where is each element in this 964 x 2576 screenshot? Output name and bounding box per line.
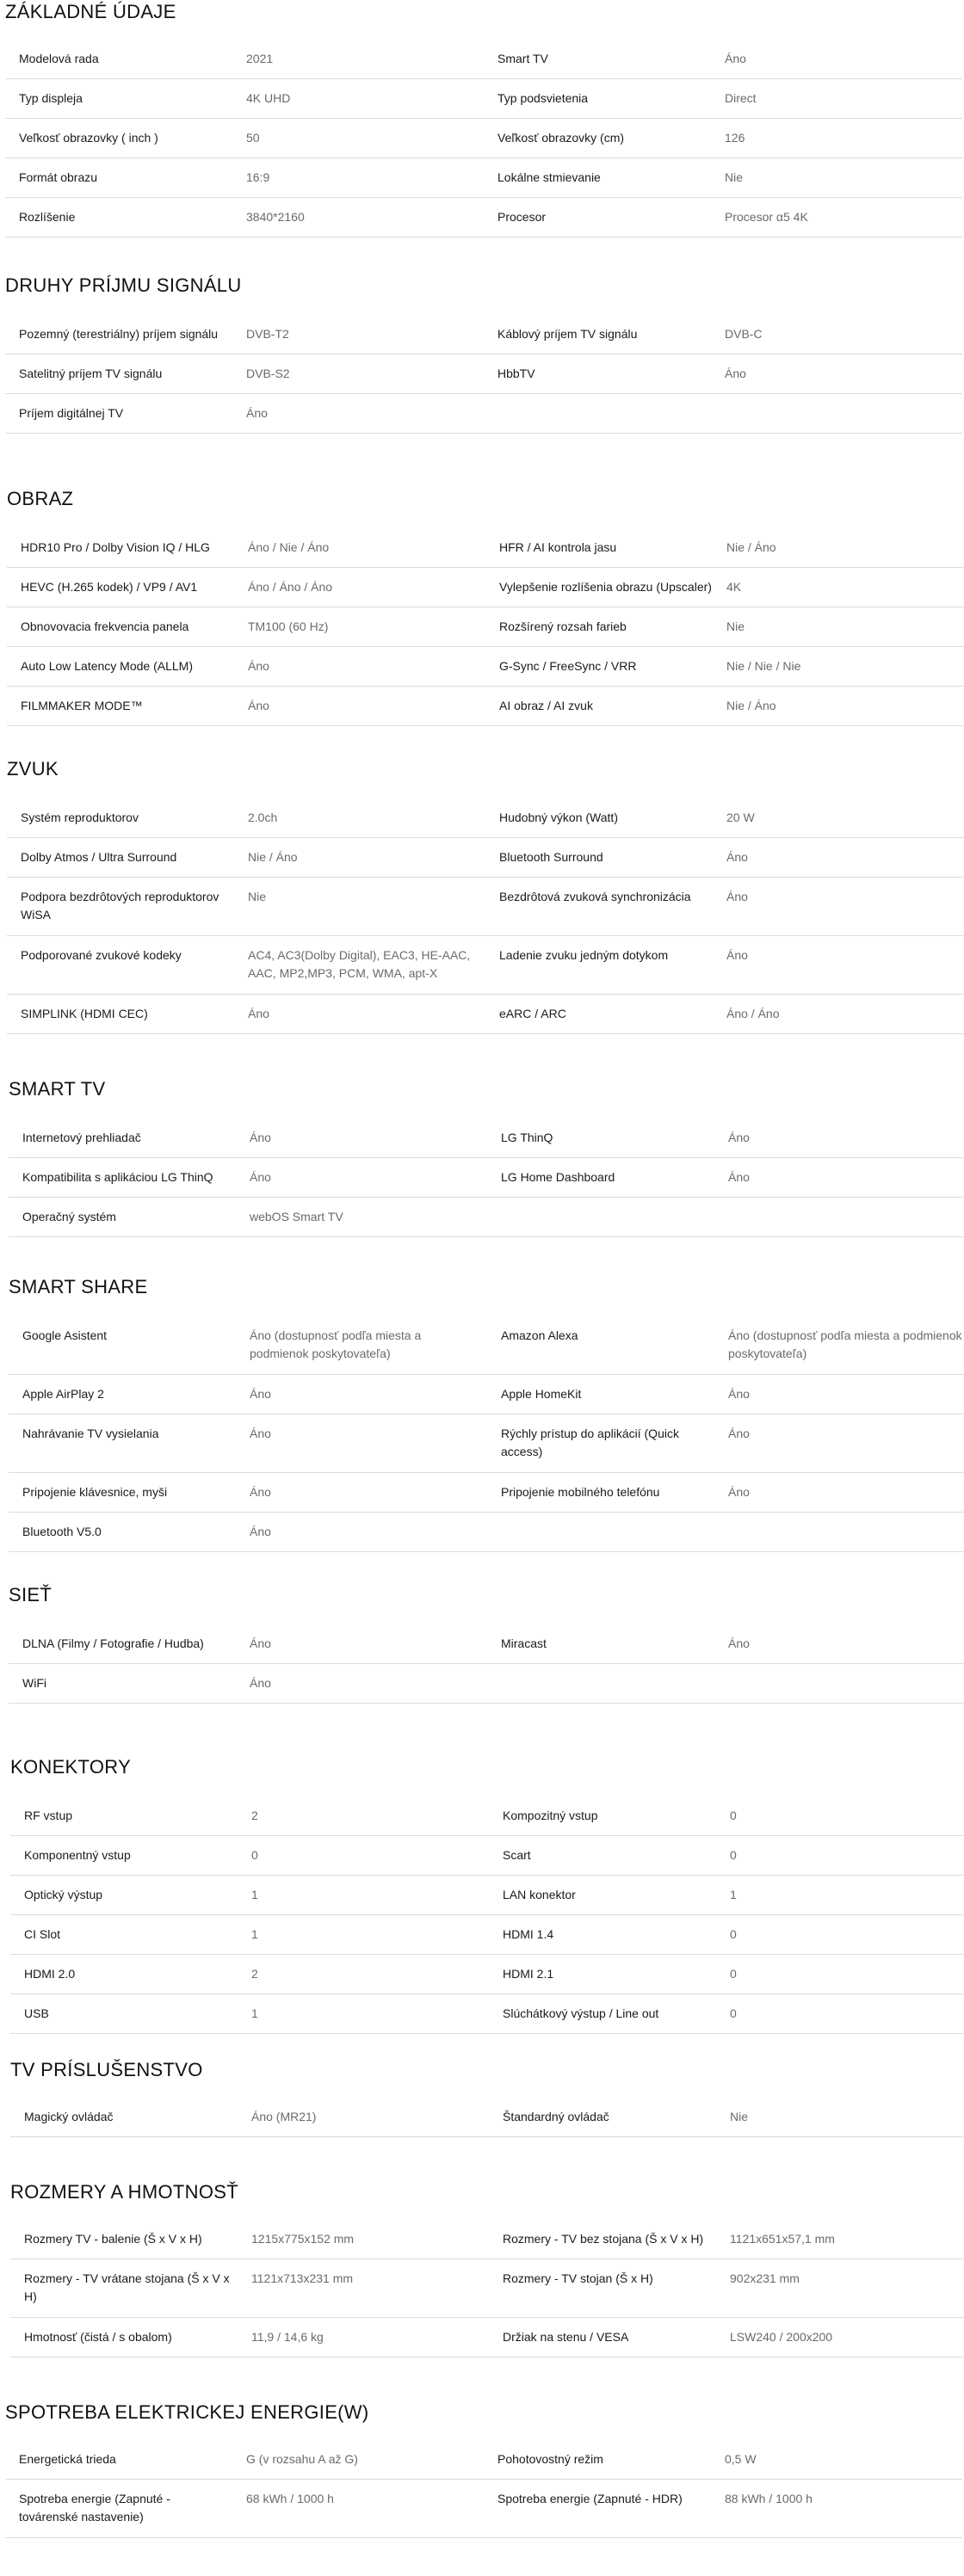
spec-row xyxy=(9,1473,964,1513)
spec-value: Nie xyxy=(248,890,267,903)
spec-label: Bluetooth Surround xyxy=(499,850,603,864)
spec-value: 50 xyxy=(246,131,260,145)
spec-value: 0 xyxy=(730,1927,737,1941)
spec-label: Rozmery - TV stojan (Š x H) xyxy=(503,2271,653,2285)
spec-value: Áno xyxy=(728,1427,750,1440)
spec-value: 4K xyxy=(726,580,742,594)
spec-row xyxy=(7,798,964,838)
spec-label: CI Slot xyxy=(24,1927,61,1941)
spec-label: RF vstup xyxy=(24,1809,73,1822)
spec-row xyxy=(9,1198,964,1237)
spec-label: Držiak na stenu / VESA xyxy=(503,2330,629,2344)
spec-row xyxy=(9,1513,964,1552)
spec-row xyxy=(7,687,964,726)
spec-value: Áno (dostupnosť podľa miesta a podmienok poskytovateľa) xyxy=(250,1328,422,1360)
spec-row xyxy=(9,1624,964,1664)
spec-value: 126 xyxy=(725,131,745,145)
section-title: ROZMERY A HMOTNOSŤ xyxy=(10,2181,238,2203)
spec-value: Nie xyxy=(726,619,745,633)
spec-value: Nie / Áno xyxy=(726,699,776,712)
spec-label: Modelová rada xyxy=(19,52,99,65)
spec-row xyxy=(5,2440,962,2480)
spec-label: Rozšírený rozsah farieb xyxy=(499,619,627,633)
spec-row xyxy=(5,394,962,434)
spec-value: Áno xyxy=(728,1131,750,1144)
spec-value: 68 kWh / 1000 h xyxy=(246,2492,334,2505)
spec-value: Áno xyxy=(248,699,269,712)
spec-row xyxy=(10,2220,964,2259)
spec-label: Vylepšenie rozlíšenia obrazu (Upscaler) xyxy=(499,580,712,594)
spec-value: 4K UHD xyxy=(246,91,291,105)
spec-value: Áno xyxy=(728,1170,750,1184)
spec-label: Apple AirPlay 2 xyxy=(22,1387,104,1401)
spec-row xyxy=(5,315,962,354)
spec-value: G (v rozsahu A až G) xyxy=(246,2452,358,2466)
spec-label: Komponentný vstup xyxy=(24,1848,131,1862)
spec-value: 1215x775x152 mm xyxy=(251,2232,355,2246)
spec-row xyxy=(9,1375,964,1414)
spec-label: LG Home Dashboard xyxy=(501,1170,615,1184)
spec-row xyxy=(9,1119,964,1158)
spec-value: Nie xyxy=(725,170,744,184)
spec-value: Áno xyxy=(250,1170,271,1184)
spec-label: LG ThinQ xyxy=(501,1131,553,1144)
spec-label: Auto Low Latency Mode (ALLM) xyxy=(21,659,193,673)
spec-row xyxy=(10,2098,964,2137)
spec-value: 0 xyxy=(730,1848,737,1862)
spec-value: 0,5 W xyxy=(725,2452,757,2466)
spec-row xyxy=(7,647,964,687)
spec-value: Áno xyxy=(250,1131,271,1144)
spec-value: 16:9 xyxy=(246,170,270,184)
spec-value: TM100 (60 Hz) xyxy=(248,619,329,633)
spec-row xyxy=(10,2318,964,2357)
spec-label: USB xyxy=(24,2006,49,2020)
spec-value: Nie / Áno xyxy=(248,850,298,864)
spec-value: Áno xyxy=(248,659,269,673)
spec-value: Áno xyxy=(725,367,746,380)
spec-value: 2 xyxy=(251,1967,258,1981)
spec-label: Satelitný príjem TV signálu xyxy=(19,367,163,380)
spec-label: Apple HomeKit xyxy=(501,1387,582,1401)
spec-label: Lokálne stmievanie xyxy=(497,170,601,184)
spec-label: HDMI 1.4 xyxy=(503,1927,554,1941)
spec-value: Áno xyxy=(250,1676,271,1690)
spec-row xyxy=(5,2480,962,2538)
spec-label: Rozlíšenie xyxy=(19,210,76,224)
spec-label: HDR10 Pro / Dolby Vision IQ / HLG xyxy=(21,540,210,554)
spec-label: Rozmery TV - balenie (Š x V x H) xyxy=(24,2232,202,2246)
spec-value: Áno / Nie / Áno xyxy=(248,540,330,554)
spec-row xyxy=(5,198,962,237)
spec-label: Energetická trieda xyxy=(19,2452,116,2466)
spec-value: Áno / Áno xyxy=(726,1007,780,1020)
spec-label: Hudobný výkon (Watt) xyxy=(499,810,618,824)
spec-value: Direct xyxy=(725,91,757,105)
spec-value: Áno (dostupnosť podľa miesta a podmienok poskytovateľa) xyxy=(728,1328,962,1360)
spec-label: Pripojenie klávesnice, myši xyxy=(22,1485,168,1499)
spec-row xyxy=(9,1414,964,1473)
spec-label: FILMMAKER MODE™ xyxy=(21,699,143,712)
spec-label: Spotreba energie (Zapnuté - HDR) xyxy=(497,2492,683,2505)
spec-value: 88 kWh / 1000 h xyxy=(725,2492,813,2505)
spec-label: AI obraz / AI zvuk xyxy=(499,699,593,712)
spec-value: 2.0ch xyxy=(248,810,278,824)
spec-label: HbbTV xyxy=(497,367,535,380)
spec-label: Veľkosť obrazovky (cm) xyxy=(497,131,625,145)
spec-label: Kompozitný vstup xyxy=(503,1809,598,1822)
spec-label: G-Sync / FreeSync / VRR xyxy=(499,659,637,673)
spec-label: Pripojenie mobilného telefónu xyxy=(501,1485,660,1499)
spec-row xyxy=(5,119,962,158)
spec-row xyxy=(7,995,964,1034)
spec-label: Kompatibilita s aplikáciou LG ThinQ xyxy=(22,1170,213,1184)
spec-row xyxy=(10,1796,964,1836)
spec-value: Áno xyxy=(725,52,746,65)
spec-value: webOS Smart TV xyxy=(250,1210,343,1223)
spec-row xyxy=(7,878,964,936)
spec-value: 1 xyxy=(251,1888,258,1901)
spec-value: Nie xyxy=(730,2110,749,2123)
spec-row xyxy=(5,40,962,79)
spec-label: Príjem digitálnej TV xyxy=(19,406,124,420)
section-title: ZÁKLADNÉ ÚDAJE xyxy=(5,1,176,22)
spec-label: SIMPLINK (HDMI CEC) xyxy=(21,1007,148,1020)
spec-label: Typ podsvietenia xyxy=(497,91,589,105)
spec-value: Áno xyxy=(728,1485,750,1499)
spec-value: 1121x713x231 mm xyxy=(251,2271,354,2285)
spec-value: DVB-S2 xyxy=(246,367,290,380)
spec-row xyxy=(9,1158,964,1198)
spec-label: Pohotovostný režim xyxy=(497,2452,603,2466)
spec-label: Ladenie zvuku jedným dotykom xyxy=(499,948,669,962)
spec-value: 20 W xyxy=(726,810,755,824)
spec-label: Hmotnosť (čistá / s obalom) xyxy=(24,2330,172,2344)
spec-value: Áno xyxy=(726,850,748,864)
section-title: SPOTREBA ELEKTRICKEJ ENERGIE(W) xyxy=(5,2401,369,2423)
spec-label: Optický výstup xyxy=(24,1888,103,1901)
section-title: DRUHY PRÍJMU SIGNÁLU xyxy=(5,274,242,296)
spec-label: HDMI 2.0 xyxy=(24,1967,76,1981)
spec-value: AC4, AC3(Dolby Digital), EAC3, HE-AAC, AAC, MP2,MP3, PCM, WMA, apt-X xyxy=(248,948,471,980)
spec-label: HFR / AI kontrola jasu xyxy=(499,540,617,554)
spec-value: 1 xyxy=(251,1927,258,1941)
spec-value: DVB-T2 xyxy=(246,327,289,341)
spec-label: Podpora bezdrôtových reproduktorov WiSA xyxy=(21,890,219,921)
spec-value: Nie / Nie / Nie xyxy=(726,659,801,673)
spec-label: Obnovovacia frekvencia panela xyxy=(21,619,189,633)
spec-label: Dolby Atmos / Ultra Surround xyxy=(21,850,177,864)
spec-row xyxy=(10,1955,964,1994)
spec-value: 902x231 mm xyxy=(730,2271,800,2285)
spec-label: Internetový prehliadač xyxy=(22,1131,141,1144)
spec-label: Spotreba energie (Zapnuté - továrenské nastavenie) xyxy=(19,2492,170,2524)
spec-label: Pozemný (terestriálny) príjem signálu xyxy=(19,327,219,341)
spec-value: 0 xyxy=(730,2006,737,2020)
spec-value: 0 xyxy=(730,1967,737,1981)
spec-value: 1 xyxy=(251,2006,258,2020)
section-title: TV PRÍSLUŠENSTVO xyxy=(10,2059,203,2080)
spec-value: Áno xyxy=(726,890,748,903)
section-title: OBRAZ xyxy=(7,488,74,509)
spec-row xyxy=(5,354,962,394)
spec-label: Káblový príjem TV signálu xyxy=(497,327,638,341)
spec-value: DVB-C xyxy=(725,327,763,341)
spec-label: Miracast xyxy=(501,1636,547,1650)
spec-label: Magický ovládač xyxy=(24,2110,114,2123)
spec-row xyxy=(10,1836,964,1876)
spec-label: Systém reproduktorov xyxy=(21,810,139,824)
spec-row xyxy=(9,1664,964,1704)
spec-value: Áno xyxy=(250,1485,271,1499)
spec-label: Veľkosť obrazovky ( inch ) xyxy=(19,131,158,145)
spec-label: Procesor xyxy=(497,210,547,224)
spec-label: Operačný systém xyxy=(22,1210,116,1223)
spec-row xyxy=(10,1994,964,2034)
spec-value: Áno xyxy=(246,406,268,420)
spec-value: 1121x651x57,1 mm xyxy=(730,2232,835,2246)
spec-label: Slúchátkový výstup / Line out xyxy=(503,2006,659,2020)
spec-label: Smart TV xyxy=(497,52,548,65)
spec-row xyxy=(5,158,962,198)
spec-label: Formát obrazu xyxy=(19,170,98,184)
spec-label: Rýchly prístup do aplikácií (Quick access) xyxy=(501,1427,679,1458)
spec-value: 1 xyxy=(730,1888,737,1901)
spec-label: eARC / ARC xyxy=(499,1007,566,1020)
spec-value: Procesor α5 4K xyxy=(725,210,808,224)
spec-row xyxy=(7,568,964,607)
spec-label: Google Asistent xyxy=(22,1328,108,1342)
spec-value: 11,9 / 14,6 kg xyxy=(251,2330,324,2344)
spec-value: 0 xyxy=(730,1809,737,1822)
spec-value: Áno xyxy=(250,1525,271,1538)
spec-label: Rozmery - TV bez stojana (Š x V x H) xyxy=(503,2232,704,2246)
spec-value: 2021 xyxy=(246,52,274,65)
spec-value: Áno xyxy=(248,1007,269,1020)
spec-label: Rozmery - TV vrátane stojana (Š x V x H) xyxy=(24,2271,230,2303)
spec-value: Áno xyxy=(728,1387,750,1401)
spec-row xyxy=(10,1915,964,1955)
spec-row xyxy=(10,2259,964,2318)
spec-label: Bluetooth V5.0 xyxy=(22,1525,102,1538)
spec-value: 2 xyxy=(251,1809,258,1822)
spec-row xyxy=(5,79,962,119)
spec-value: Áno xyxy=(250,1636,271,1650)
spec-value: Áno xyxy=(726,948,748,962)
spec-value: Nie / Áno xyxy=(726,540,776,554)
section-title: ZVUK xyxy=(7,758,59,780)
spec-row xyxy=(10,1876,964,1915)
spec-row xyxy=(7,838,964,878)
spec-value: 0 xyxy=(251,1848,258,1862)
spec-value: Áno (MR21) xyxy=(251,2110,317,2123)
section-title: KONEKTORY xyxy=(10,1756,132,1778)
spec-value: LSW240 / 200x200 xyxy=(730,2330,833,2344)
spec-label: Štandardný ovládač xyxy=(503,2110,609,2123)
spec-label: LAN konektor xyxy=(503,1888,576,1901)
spec-label: Scart xyxy=(503,1848,531,1862)
section-title: SIEŤ xyxy=(9,1584,53,1605)
spec-label: Nahrávanie TV vysielania xyxy=(22,1427,159,1440)
spec-row xyxy=(7,607,964,647)
spec-row xyxy=(7,528,964,568)
spec-label: Typ displeja xyxy=(19,91,83,105)
spec-value: Áno xyxy=(250,1387,271,1401)
section-title: SMART TV xyxy=(9,1078,106,1100)
spec-value: Áno xyxy=(250,1427,271,1440)
spec-label: WiFi xyxy=(22,1676,46,1690)
spec-label: HDMI 2.1 xyxy=(503,1967,554,1981)
spec-row xyxy=(9,1316,964,1375)
spec-label: Podporované zvukové kodeky xyxy=(21,948,182,962)
spec-value: Áno / Áno / Áno xyxy=(248,580,333,594)
spec-row xyxy=(7,936,964,995)
spec-value: 3840*2160 xyxy=(246,210,305,224)
spec-label: Bezdrôtová zvuková synchronizácia xyxy=(499,890,691,903)
spec-label: DLNA (Filmy / Fotografie / Hudba) xyxy=(22,1636,204,1650)
spec-value: Áno xyxy=(728,1636,750,1650)
spec-label: HEVC (H.265 kodek) / VP9 / AV1 xyxy=(21,580,198,594)
spec-label: Amazon Alexa xyxy=(501,1328,578,1342)
section-title: SMART SHARE xyxy=(9,1276,148,1297)
